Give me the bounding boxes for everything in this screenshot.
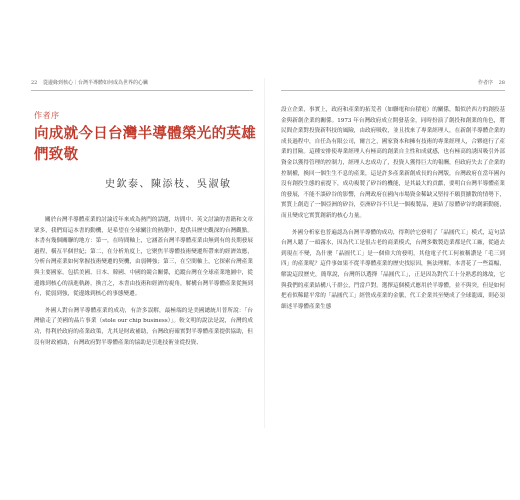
spine-gutter (264, 78, 265, 428)
paragraph: 外國人對台灣半導體產業的成功，有許多誤解，最極端的是美國總統川普所說：「台灣偷走了美國的晶片事業（stole our chip business）」。較文明的說法是說，台灣的成功，得利於政府的產業政策，尤其是財政補助，台灣政府確實對半導體產業提供協助，但沒有財政補助，台灣政府對半導體產業的協助是引進技術並從投資、 (34, 307, 253, 346)
author-names: 史欽泰、陳添枝、吳淑敏 (105, 179, 232, 190)
left-running-head (31, 80, 152, 87)
paragraph: 外國分析家也普遍認為台灣半導體的成功，得利於它發明了「晶圓代工」模式，這句話台灣人聽了一頭霧水，因為代工是很古老的商業模式，台灣多數製造業都是代工廠，從過去到現在不變，為什麼「晶圓代工」是一個偉大的發明，其他電子代工何被稱讚是「毛三到四」的產業呢？這件事如果不從半導體產業的歷史找原因，無法理解。本書花了一些篇幅，解說這段歷史，簡單說，台灣所以選擇「晶圓代工」，正是因為對代工十分熟悉的緣故，它與我們的產業結構八千群公，門當戶對。選擇這個模式應用於半導體，並不與突，但是如何把看似稀鬆平常的「晶圓代工」經營成產業的金脈，代工企業其至變成了全球龍頭，則必須細述半導體產業生態 (281, 229, 505, 310)
right-section-name: 作者序 (478, 80, 494, 86)
right-page-number: 28 (498, 80, 505, 86)
left-page (31, 70, 256, 430)
left-header-rule (31, 90, 253, 91)
section-label: 作者序 (34, 111, 60, 120)
paragraph: 關於台灣半導體產業的討論近年來成為熱門的話題，坊間中、英文討論的書籍和文章眾多，我們寫這本書的動機，是希望在全球關注的熱潮中，提供具歷史觀深的台灣觀點。本書有幾個關聯的地方：第一，在時間軸上，它涵蓋台灣半導體產業由無到有的長期發展過程，橫亙半個世紀；第二，在分析角度上，它聚焦半導體技術變遷所帶來的經濟效應，分析台灣產業如何掌握技術變遷的契機，由弱轉強；第三，在空間軸上，它探索台灣產業與主要國家，包括美國、日本、韓國、中國的競合關係，追蹤台灣在全球產業地圖中，從邊緣到核心的演進軌跡，換言之，本書由技術和經濟的視角，解構台灣半導體產業從無到有，從弱到強，從邊緣到核心的事態變遷。 (34, 217, 253, 298)
right-page (281, 70, 505, 430)
right-header-rule (281, 90, 505, 91)
article-title: 向成就今日台灣半導體榮光的英雄們致敬 (34, 125, 256, 163)
left-page-number: 22 (31, 80, 38, 86)
right-running-head (474, 80, 505, 87)
paragraph: 設立企業，事實上，政府和產業的拓荒者（如聯電和台積電）的關係，類似於西方的創投基金與新創企業的關係。1973 年台灣政府成立開發基金，同時扮演了創投和創業的角色，將民間企業對投資新科技的風險，由政府吸收，並且找來了專業經理人，在新創半導體企業的成長過程中，自任為有限公司，爾言之，國家資本和擁有技術的專業經理人，合夥進行了產業的冒險。這種安排使專業經理人有極高的創業自主性和成就感，也有極高的誘因吸引外部資金以獲得管理的控制力，經理人忠成功了，投資人獲得巨大的報酬，但政府失去了企業的控制權，換回一個生生不息的產業，這是許多產業新創成長的台灣版，台灣政府在當年國內沒有創投生態的前提下，成功複製了矽谷的機能，是其最大的貢獻，要明白台灣半導體產業的發展，不能不談矽谷的影響，台灣政府在國內市場資金稀缺又堅持不願買擴散的情勢下，實質上創造了一個亞洲的矽谷，亞洲矽谷不只是一個複製品，連結了原體矽谷的創新動能，而且變成它實質創新的核心力量。 (281, 107, 505, 219)
left-book-title: 從邊緣到核心｜台灣半導體如何成為世界的心臟 (42, 80, 148, 86)
left-body-text (34, 215, 253, 348)
right-body-text (281, 105, 505, 312)
